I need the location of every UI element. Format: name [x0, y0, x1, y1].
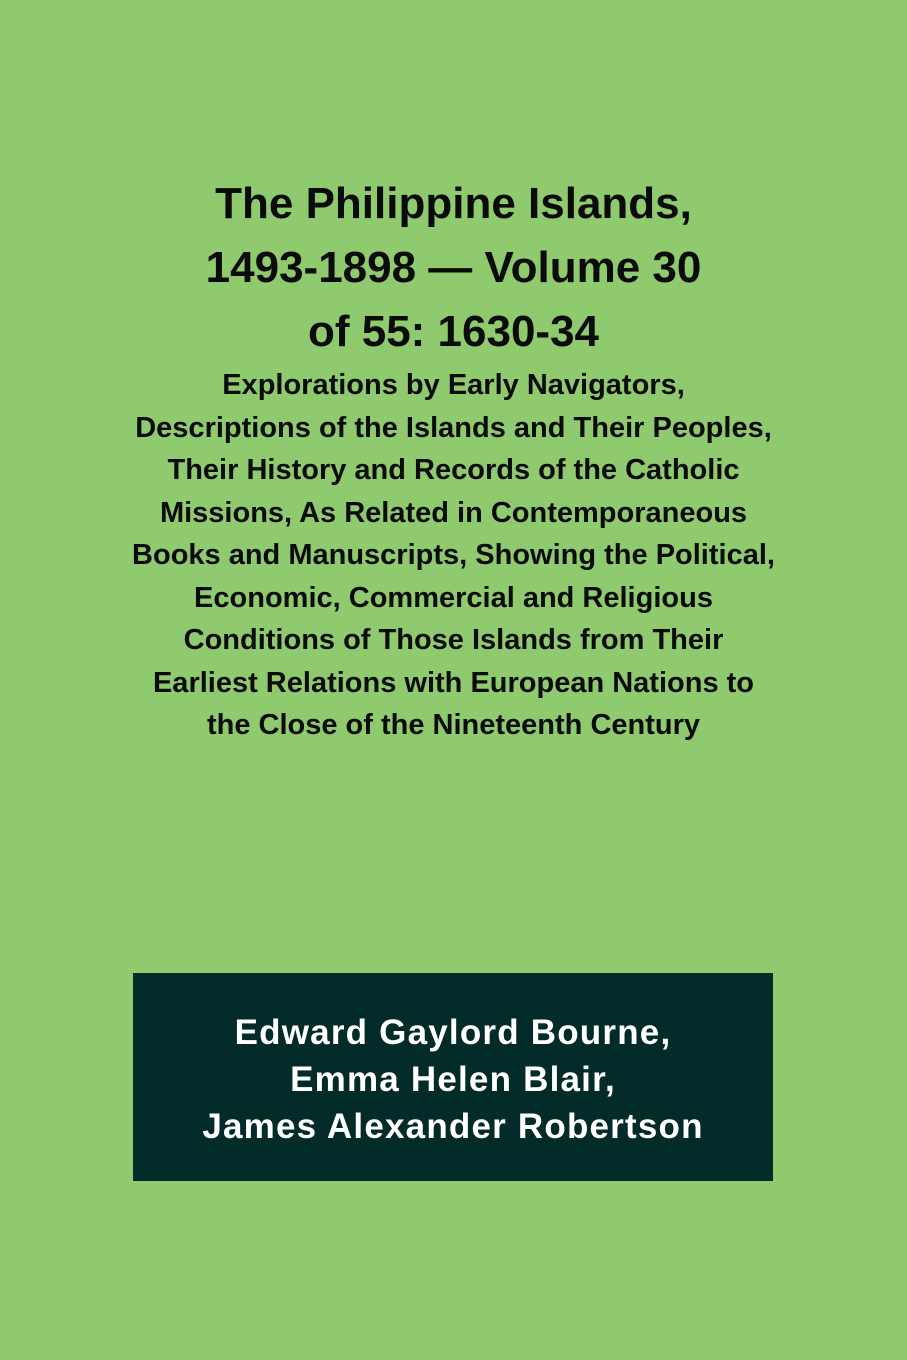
subtitle-line: Descriptions of the Islands and Their Peoples, — [135, 411, 772, 444]
title-line: 1493-1898 — Volume 30 — [205, 243, 702, 292]
subtitle-line: Missions, As Related in Contemporaneous — [159, 496, 748, 529]
author-panel — [133, 973, 773, 1181]
author-name: James Alexander Robertson — [202, 1107, 704, 1146]
author-name: Edward Gaylord Bourne, — [234, 1013, 672, 1052]
subtitle-line: Earliest Relations with European Nations to — [152, 666, 755, 699]
subtitle-line: Books and Manuscripts, Showing the Political, — [132, 539, 775, 571]
book-subtitle — [40, 364, 867, 747]
title-line: of 55: 1630-34 — [307, 307, 600, 356]
subtitle-line: the Close of the Nineteenth Century — [206, 709, 701, 741]
subtitle-line: Explorations by Early Navigators, — [222, 369, 685, 401]
subtitle-line: Their History and Records of the Catholic — [167, 454, 740, 486]
author-list — [133, 1009, 773, 1150]
author-name: Emma Helen Blair, — [290, 1060, 616, 1099]
subtitle-line: Economic, Commercial and Religious — [194, 581, 713, 614]
book-title — [40, 172, 867, 364]
subtitle-line: Conditions of Those Islands from Their — [183, 624, 724, 656]
title-line: The Philippine Islands, — [215, 179, 692, 228]
